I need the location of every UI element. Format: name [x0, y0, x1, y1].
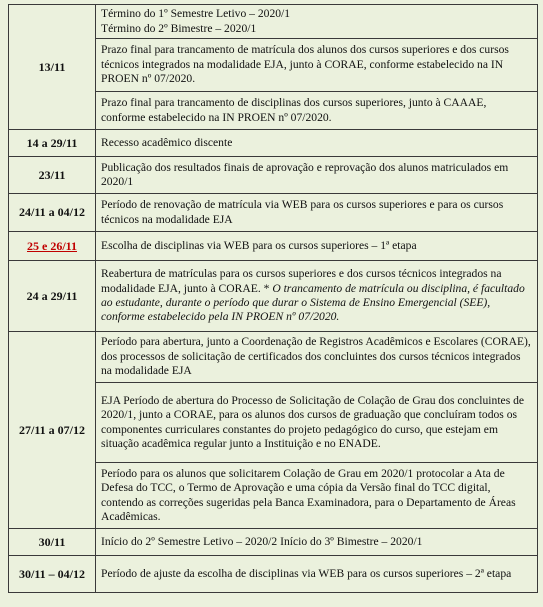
- description-cell: Período de renovação de matrícula via WEB para os cursos superiores e para os cursos técnicos na modalidade EJA: [96, 194, 538, 232]
- description-cell: EJA Período de abertura do Processo de Solicitação de Colação de Grau dos concluintes de 2020/1, junto a CORAE, para os alunos dos cursos de graduação que concluíram todos os componentes curriculares constantes do projeto pedagógico do curso, que estejam em situação acadêmica regular junto a Instituição e no ENADE.: [96, 383, 538, 463]
- date-cell: 13/11: [9, 5, 96, 130]
- table-row: [9, 157, 538, 194]
- description-text: Reabertura de matrículas para os cursos superiores e dos cursos técnicos integrados na modalidade EJA, junto à CORAE. *: [101, 267, 502, 295]
- description-cell: Prazo final para trancamento de matrícula dos alunos dos cursos superiores e dos cursos técnicos integrados na modalidade EJA, junto à CORAE, conforme estabelecido na IN PROEN nº 07/2020.: [96, 39, 538, 92]
- table-row: [9, 232, 538, 261]
- description-cell: Escolha de disciplinas via WEB para os cursos superiores – 1ª etapa: [96, 232, 538, 261]
- table-row: [9, 5, 538, 39]
- table-row: [9, 194, 538, 232]
- description-cell: Início do 2º Semestre Letivo – 2020/2 Início do 3º Bimestre – 2020/1: [96, 529, 538, 556]
- description-cell: Período para abertura, junto a Coordenação de Registros Acadêmicos e Escolares (CORAE), dos processos de solicitação de certificados dos concluintes dos cursos técnicos integrados na modalidade EJA: [96, 332, 538, 383]
- date-cell: 30/11: [9, 529, 96, 556]
- date-cell: 30/11 – 04/12: [9, 556, 96, 593]
- date-cell: 24 a 29/11: [9, 261, 96, 332]
- description-cell: [96, 261, 538, 332]
- description-cell: Período de ajuste da escolha de disciplinas via WEB para os cursos superiores – 2ª etapa: [96, 556, 538, 593]
- date-cell: 14 a 29/11: [9, 130, 96, 157]
- date-cell: 23/11: [9, 157, 96, 194]
- description-cell: Publicação dos resultados finais de aprovação e reprovação dos alunos matriculados em 2020/1: [96, 157, 538, 194]
- table-row: [9, 529, 538, 556]
- date-cell: 24/11 a 04/12: [9, 194, 96, 232]
- description-note-italic: O trancamento de matrícula ou disciplina, é facultado ao estudante, durante o período que durar o Sistema de Ensino Emergencial (SEE), conforme estabelecido pela IN PROEN nº 07/2020.: [101, 281, 525, 324]
- date-cell: 27/11 a 07/12: [9, 332, 96, 529]
- description-cell: Prazo final para trancamento de disciplinas dos cursos superiores, junto à CAAAE, conforme estabelecido na IN PROEN nº 07/2020.: [96, 92, 538, 130]
- date-cell-highlighted: 25 e 26/11: [9, 232, 96, 261]
- description-cell: Recesso acadêmico discente: [96, 130, 538, 157]
- table-row: [9, 130, 538, 157]
- description-line: Término do 2º Bimestre – 2020/1: [101, 21, 257, 35]
- description-cell: Período para os alunos que solicitarem Colação de Grau em 2020/1 protocolar a Ata de Defesa do TCC, o Termo de Aprovação e uma cópia da Versão final do TCC digital, contendo as correções sugeridas pela Banca Examinadora, para o Departamento de Áreas Acadêmicas.: [96, 463, 538, 529]
- description-line: Término do 1º Semestre Letivo – 2020/1: [101, 7, 291, 21]
- table-row: [9, 332, 538, 383]
- table-row: [9, 556, 538, 593]
- description-cell: [96, 5, 538, 39]
- academic-calendar-table: [8, 4, 538, 593]
- table-row: [9, 261, 538, 332]
